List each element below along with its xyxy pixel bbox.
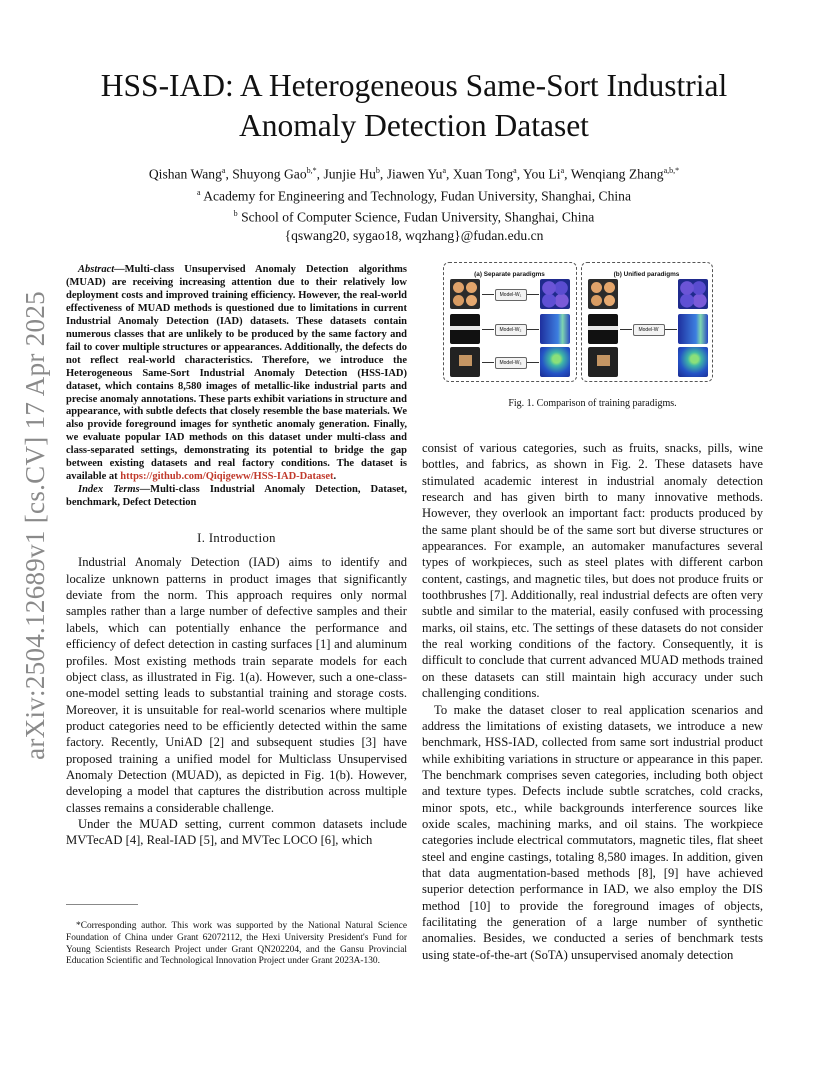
author-name: You Li [523, 166, 561, 182]
author-block [60, 162, 768, 245]
title-line-1: HSS-IAD: A Heterogeneous Same-Sort Industrial [100, 68, 728, 103]
input-image-tile [588, 347, 618, 377]
author-name: Xuan Tong [452, 166, 514, 182]
author-name: Jiawen Yu [386, 166, 443, 182]
input-image-tile [450, 347, 480, 377]
arrow [527, 329, 539, 330]
affiliation-a: $^a$ Academy for Engineering and Technology, Fudan University, Shanghai, China [196, 187, 631, 204]
dataset-link[interactable]: https://github.com/Qiqigeww/HSS-IAD-Dataset [120, 471, 334, 483]
panel-b-label: (b) Unified paradigms [613, 271, 680, 278]
input-image-strip [588, 314, 618, 344]
model-box-3: Model-W₃ [495, 357, 527, 369]
author-list: Qishan Wang$^a$, Shuyong Gao$^{b,*}$, Junjie Hu$^b$, Jiawen Yu$^a$, Xuan Tong$^a$, You Li$^a$, Wenqiang Zhang$^{a,b,*}$ [148, 166, 680, 182]
model-box-1: Model-W₁ [495, 289, 527, 301]
abstract-label: Abstract [78, 264, 115, 275]
footnote: *Corresponding author. This work was supported by the National Natural Science Foundation of China under Grant 62072112, the Hexi University President's Fund for Young Scientists Research Project under Grant QN202204, and the Gansu Provincial Education Scientific and Technological Innovation Project under Grant 2023A-130. [66, 921, 407, 967]
input-image-food [588, 279, 618, 309]
abstract: Abstract—Multi-class Unsupervised Anomaly Detection algorithms (MUAD) are receiving increasing attention due to their relatively low deployment costs and improved training efficiency. However, the real-world effectiveness of MUAD methods is questioned due to limitations in current Industrial Anomaly Detection (IAD) datasets. These datasets contain numerous classes that are unlikely to be produced by the same factory and fail to cover multiple structures or appearances. Additionally, the defects do not reflect real-world characteristics. Therefore, we introduce the Heterogeneous Same-Sort Industrial Anomaly Detection (HSS-IAD) dataset, which contains 8,580 images of metallic-like industrial parts and precise anomaly annotations. These parts exhibit variations in structure and appearance, with subtle defects that closely resemble the base materials. We also provide foreground images for synthetic anomaly generation. Finally, we evaluate popular IAD methods on this dataset under multi-class and class-separated settings, demonstrating its potential to bridge the gap between existing datasets and real factory conditions. The dataset is available at https://github.com/Qiqigeww/HSS-IAD-Dataset. [66, 264, 407, 483]
footnote-divider [66, 904, 138, 905]
arrow [620, 329, 632, 330]
intro-paragraph-1: Industrial Anomaly Detection (IAD) aims to identify and localize unknown patterns in product images that significantly deviate from the norm. This approach requires only normal samples rather than a large number of defective samples and their labels, which can potentially enhance the performance and efficiency of defect detection in casting surfaces [1] and aluminum profiles. Most existing methods train separate models for each object class, as illustrated in Fig. 1(a). However, such a one-class-one-model setting leads to substantial training and storage costs. Moreover, it is unsuitable for real-world scenarios where multiple product categories need to be efficiently detected within the same factory. Recently, UniAD [2] and subsequent studies [3] have proposed training a unified model for Multiclass Unsupervised Anomaly Detection (MUAD), as depicted in Fig. 1(b). However, developing a model that captures the distribution across multiple classes remains a considerable challenge. [66, 555, 407, 815]
heatmap-output-3 [678, 347, 708, 377]
arxiv-identifier-text: arXiv:2504.12689v1 [cs.CV] 17 Apr 2025 [19, 290, 50, 760]
arrow [665, 329, 677, 330]
intro-paragraph-2: Under the MUAD setting, current common datasets include MVTecAD [4], Real-IAD [5], and MVTec LOCO [6], which [66, 816, 407, 848]
title-line-2: Anomaly Detection Dataset [239, 108, 589, 143]
arxiv-identifier [18, 290, 52, 760]
heatmap-output-1 [678, 279, 708, 309]
author-name: Qishan Wang [148, 166, 222, 182]
input-image-food [450, 279, 480, 309]
unified-paradigms-panel [581, 262, 713, 382]
author-name: Junjie Hu [323, 166, 376, 182]
figure-1 [422, 258, 763, 412]
model-box-unified: Model-W [633, 324, 665, 336]
heatmap-output-2 [678, 314, 708, 344]
input-image-strip [450, 314, 480, 344]
right-paragraph-2: To make the dataset closer to real application scenarios and address the limitations of existing datasets, we introduce a new benchmark, HSS-IAD, collected from same sort industrial product while exhibiting variations in structure or appearance in this paper. The benchmark comprises seven categories, including both object and texture types. Defects include subtle scratches, cold cracks, minor spots, etc., while backgrounds interference sources like oxide scales, machining marks, and oil stains. The workpiece categories include electrical commutators, magnetic tiles, flat sheet steel and engine castings, totaling 8,580 images. In addition, given that data augmentation-based methods [8], [9] have achieved superior detection performance in IAD, we also employ the DIS method [10] to provide the foreground images of objects, facilitating the generation of a large number of synthetic anomalies. Besides, we conducted a series of benchmark tests using state-of-the-art (SoTA) unsupervised anomaly detection [422, 702, 763, 962]
author-emails: {qswang20, sygao18, wqzhang}@fudan.edu.cn [284, 227, 544, 243]
arrow [527, 362, 539, 363]
model-box-2: Model-W₂ [495, 324, 527, 336]
arrow [482, 362, 494, 363]
author-name: Wenqiang Zhang [570, 166, 664, 182]
heatmap-output-1 [540, 279, 570, 309]
heatmap-output-2 [540, 314, 570, 344]
right-column [422, 440, 763, 963]
figure-1-caption: Fig. 1. Comparison of training paradigms. [508, 398, 677, 409]
index-terms: Index Terms—Multi-class Industrial Anomaly Detection, Dataset, benchmark, Defect Detection [66, 484, 407, 509]
panel-a-label: (a) Separate paradigms [474, 271, 545, 278]
left-column [66, 264, 407, 849]
arrow [482, 329, 494, 330]
arrow [527, 294, 539, 295]
figure-1-graphic [443, 258, 743, 382]
author-name: Shuyong Gao [232, 166, 307, 182]
section-heading-introduction: I. Introduction [197, 531, 276, 546]
arrow [482, 294, 494, 295]
separate-paradigms-panel [443, 262, 577, 382]
paper-title [60, 66, 768, 146]
heatmap-output-3 [540, 347, 570, 377]
right-paragraph-1: consist of various categories, such as fruits, snacks, pills, wine bottles, and fabrics, as shown in Fig. 2. These datasets have stimulated academic interest in industrial anomaly detection research and has given birth to many innovative methods. However, they overlook an important fact: products produced by the same plant should be of the same sort but diverse structures or appearances. For example, an automaker manufactures several types of workpieces, such as steel plates with different carbon content, castings, and magnetic tiles, but does not produce fruits or toothbrushes [7]. Additionally, real industrial defects are often very subtle and similar to the material, easily confused with processing marks, oil stains, etc. The settings of these datasets do not consider the real working conditions of the factory. Consequently, it is difficult to conclude that current advanced MUAD methods trained on these datasets can still maintain high accuracy under such challenging conditions. [422, 441, 763, 701]
affiliation-b: $^b$ School of Computer Science, Fudan University, Shanghai, China [233, 209, 595, 225]
index-terms-label: Index Terms [78, 484, 140, 496]
